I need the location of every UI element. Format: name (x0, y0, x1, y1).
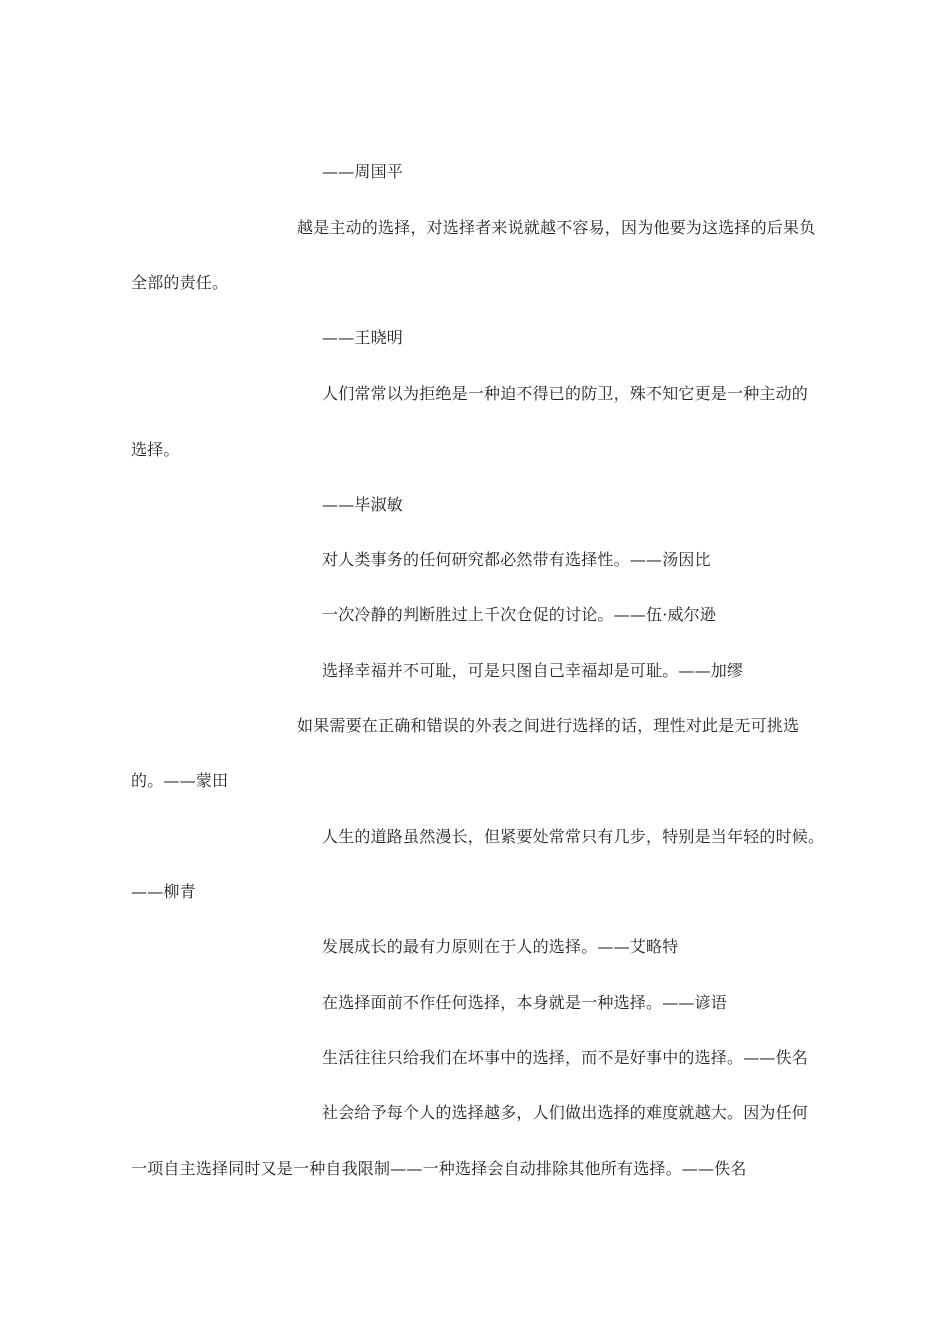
quote-text: 人生的道路虽然漫长，但紧要处常常只有几步，特别是当年轻的时候。 (322, 827, 825, 846)
quote-attribution: ——周国平 (322, 162, 404, 181)
quote-text: 发展成长的最有力原则在于人的选择。——艾略特 (322, 937, 679, 956)
quote-text-continued: 全部的责任。 (131, 273, 229, 292)
quote-text: 社会给予每个人的选择越多，人们做出选择的难度就越大。因为任何 (322, 1103, 809, 1122)
quote-attribution: ——柳青 (131, 882, 196, 901)
quote-text: 越是主动的选择，对选择者来说就越不容易，因为他要为这选择的后果负 (297, 218, 816, 237)
quote-text: 在选择面前不作任何选择，本身就是一种选择。——谚语 (322, 993, 728, 1012)
quote-text: 对人类事务的任何研究都必然带有选择性。——汤因比 (322, 550, 711, 569)
quote-text: 选择幸福并不可耻，可是只图自己幸福却是可耻。——加缪 (322, 661, 744, 680)
quote-text: 一次冷静的判断胜过上千次仓促的讨论。——伍·威尔逊 (322, 605, 717, 624)
quote-attribution: ——毕淑敏 (322, 495, 404, 514)
quote-text: 如果需要在正确和错误的外表之间进行选择的话，理性对此是无可挑选 (297, 716, 800, 735)
quote-text-continued: 的。——蒙田 (131, 771, 229, 790)
quote-text: 人们常常以为拒绝是一种迫不得已的防卫，殊不知它更是一种主动的 (322, 384, 809, 403)
quote-text-continued: 一项自主选择同时又是一种自我限制——一种选择会自动排除其他所有选择。——佚名 (131, 1159, 747, 1178)
quote-text: 生活往往只给我们在坏事中的选择，而不是好事中的选择。——佚名 (322, 1048, 809, 1067)
quote-attribution: ——王晓明 (322, 328, 404, 347)
quote-text-continued: 选择。 (131, 440, 180, 459)
